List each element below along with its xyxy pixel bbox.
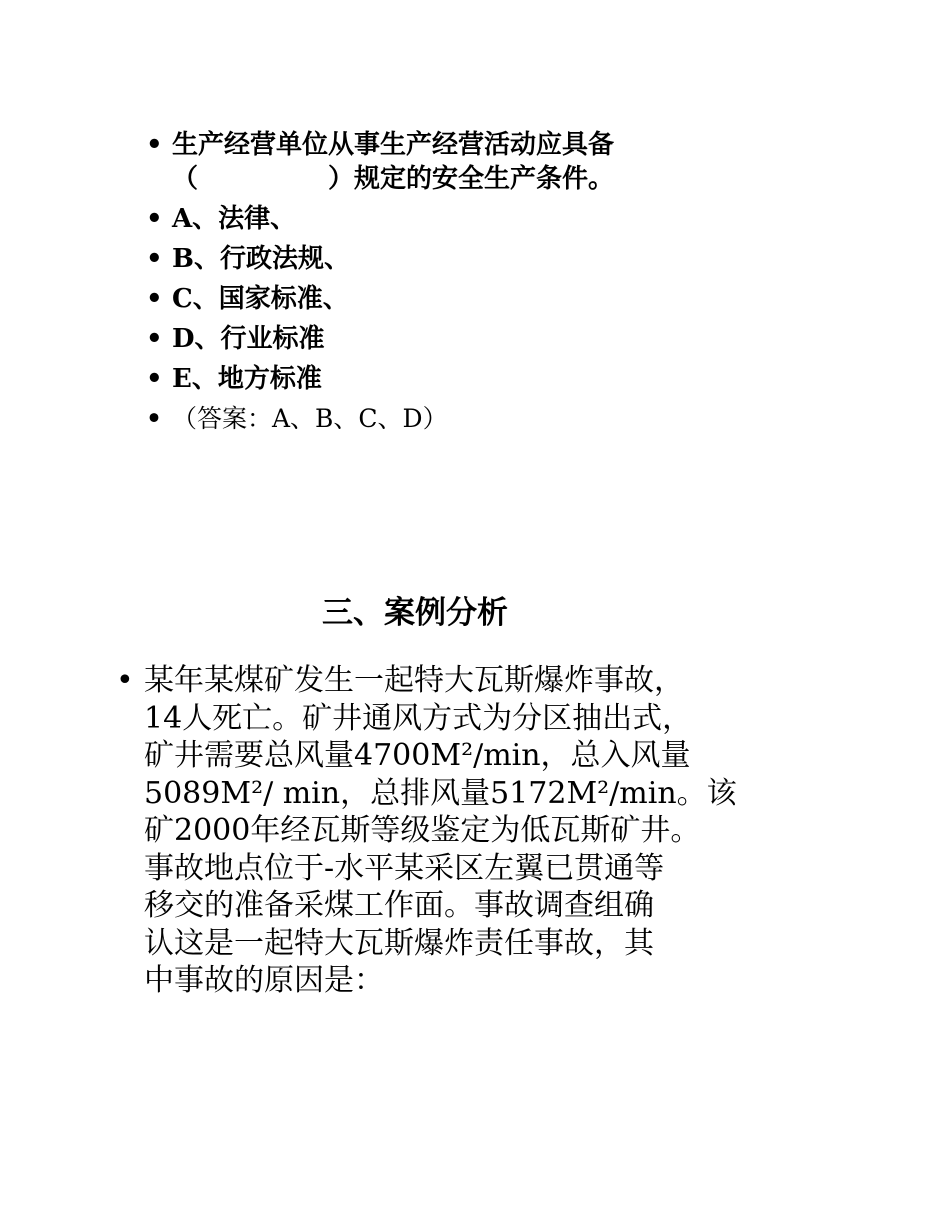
answer-text: （答案：A、B、C、D） <box>172 404 448 433</box>
bullet: • <box>146 324 163 354</box>
bullet: • <box>146 284 163 314</box>
option-c <box>146 282 786 316</box>
bullet: • <box>146 364 163 394</box>
case-line: 某年某煤矿发生一起特大瓦斯爆炸事故， <box>144 663 684 698</box>
option-label: C、国家标准、 <box>172 284 349 314</box>
bullet: • <box>116 663 134 698</box>
question-stem <box>146 128 786 196</box>
bullet: • <box>146 130 163 160</box>
case-line: 中事故的原因是： <box>144 963 384 998</box>
case-paragraph <box>144 662 744 1000</box>
case-line: 矿井需要总风量4700M²/min，总入风量 <box>144 738 691 773</box>
option-label: E、地方标准 <box>172 364 322 394</box>
bullet: • <box>146 204 163 234</box>
answer-line <box>146 402 786 436</box>
option-label: D、行业标准 <box>172 324 325 354</box>
question-stem-line-1: 生产经营单位从事生产经营活动应具备 <box>172 130 615 160</box>
option-label: B、行政法规、 <box>172 244 350 274</box>
case-line: 事故地点位于-水平某采区左翼已贯通等 <box>144 850 665 886</box>
section-title: 三、案例分析 <box>322 595 508 631</box>
option-e <box>146 362 786 396</box>
case-line: 矿2000年经瓦斯等级鉴定为低瓦斯矿井。 <box>144 813 701 848</box>
case-line: 14人死亡。矿井通风方式为分区抽出式， <box>144 700 693 736</box>
bullet: • <box>146 404 162 433</box>
option-b <box>146 242 786 276</box>
option-d <box>146 322 786 356</box>
case-line: 5089M²/ min，总排风量5172M²/min。该 <box>144 775 737 811</box>
case-line: 移交的准备采煤工作面。事故调查组确 <box>144 888 654 923</box>
bullet: • <box>146 244 163 274</box>
option-a <box>146 202 786 236</box>
case-block <box>116 662 756 1000</box>
case-line: 认这是一起特大瓦斯爆炸责任事故，其 <box>144 925 654 961</box>
option-label: A、法律、 <box>172 204 297 234</box>
question-list <box>146 128 786 442</box>
question-stem-line-2: （ ）规定的安全生产条件。 <box>172 164 615 194</box>
